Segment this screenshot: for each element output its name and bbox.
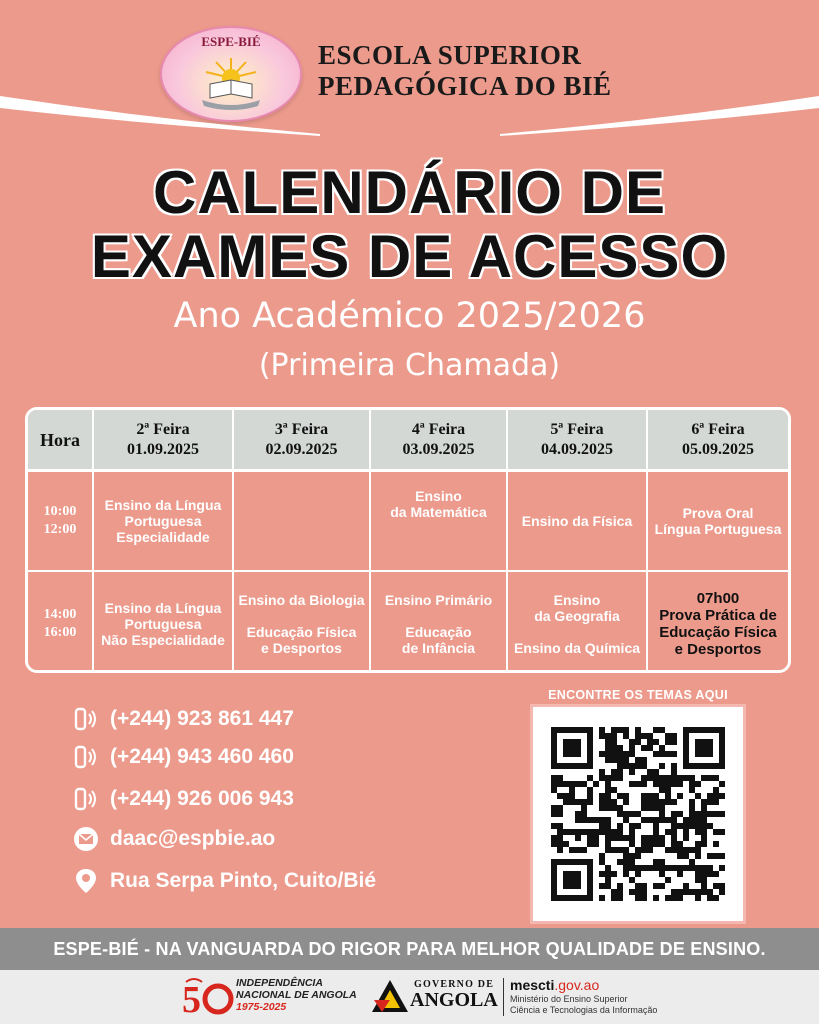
mescti-title (510, 977, 599, 993)
slogan-bar (0, 928, 819, 970)
phone-icon (72, 705, 100, 733)
mescti-name: mescti (510, 977, 555, 993)
morning-time (28, 472, 94, 572)
logo-text: ESPE-BIÉ (201, 34, 261, 49)
day-date: 02.09.2025 (265, 440, 338, 458)
mescti-sub2: Ciência e Tecnologias da Informação (510, 1005, 658, 1015)
independence-line1: INDEPENDÊNCIA (236, 977, 323, 989)
exam-schedule-table (25, 407, 791, 673)
header-day-fri (648, 410, 788, 472)
footer-divider (503, 978, 504, 1016)
afternoon-time (28, 572, 94, 673)
header-day-wed (371, 410, 508, 472)
day-name: 4ª Feira (411, 420, 466, 438)
exam-line: Ensino da Física (521, 513, 633, 529)
exam-line: Ensino (553, 592, 601, 608)
qr-label: ENCONTRE OS TEMAS AQUI (548, 688, 728, 702)
afternoon-tue-cell (234, 572, 371, 673)
exam-line: e Desportos (261, 640, 342, 656)
exam-line: Não Especialidade (101, 632, 225, 648)
morning-tue-cell (234, 472, 371, 572)
call-subtitle: (Primeira Chamada) (258, 348, 561, 383)
exam-line: Ensino Primário (384, 592, 493, 608)
header-swoosh (0, 90, 819, 140)
exam-line: Educação (405, 624, 472, 640)
afternoon-wed-cell (371, 572, 508, 673)
academic-year: Ano Académico 2025/2026 (173, 296, 646, 336)
gov-line2: ANGOLA (410, 989, 498, 1011)
contact-phone-3[interactable] (72, 784, 294, 814)
mail-icon (72, 825, 100, 853)
afternoon-thu-cell (508, 572, 648, 673)
exam-line: Educação Física (659, 624, 777, 641)
independence-years: 1975-2025 (236, 1001, 287, 1013)
exam-line: Ensino da Química (513, 640, 641, 656)
exam-line: Prova Prática de (659, 607, 777, 624)
contact-address (72, 866, 376, 896)
header-day-thu (508, 410, 648, 472)
school-name-line1: ESCOLA SUPERIOR (318, 40, 582, 70)
time-start: 14:00 (43, 607, 77, 622)
day-date: 01.09.2025 (127, 440, 199, 458)
header-day-tue (234, 410, 371, 472)
time-start: 10:00 (43, 504, 77, 519)
gov-line1: GOVERNO DE (414, 979, 495, 990)
day-date: 03.09.2025 (402, 440, 475, 458)
footer-logos (0, 970, 819, 1024)
exam-line: da Geografia (534, 608, 620, 624)
exam-line: Prova Oral (682, 505, 754, 521)
phone-number: (+244) 923 861 447 (110, 707, 294, 730)
exam-line: Ensino da Língua (104, 600, 222, 616)
address-text: Rua Serpa Pinto, Cuito/Bié (110, 869, 377, 892)
time-end: 16:00 (43, 625, 77, 640)
exam-line: Língua Portuguesa (654, 521, 782, 537)
exam-line: Ensino (415, 488, 462, 504)
mescti-subtitle (510, 994, 657, 1016)
exam-line: Ensino da Biologia (238, 592, 365, 608)
exam-line: e Desportos (674, 641, 762, 658)
exam-line: Ensino da Língua (104, 497, 222, 513)
exam-line: de Infância (401, 640, 476, 656)
header-day-mon (94, 410, 234, 472)
qr-code[interactable] (530, 704, 746, 924)
school-name-line2: PEDAGÓGICA DO BIÉ (318, 71, 612, 101)
title-line1: CALENDÁRIO DE (152, 159, 666, 226)
exam-line: Portuguesa (124, 616, 202, 632)
morning-fri-cell (648, 472, 788, 572)
exam-time: 07h00 (696, 590, 740, 607)
independence-text (236, 977, 357, 1013)
day-name: 3ª Feira (274, 420, 329, 438)
afternoon-mon-cell (94, 572, 234, 673)
contact-email[interactable] (72, 824, 275, 854)
slogan-text: ESPE-BIÉ - NA VANGUARDA DO RIGOR PARA MELHOR QUALIDADE DE ENSINO. (53, 938, 766, 959)
phone-icon (72, 785, 100, 813)
header-hour: Hora (28, 410, 94, 472)
day-date: 04.09.2025 (541, 440, 613, 458)
day-name: 5ª Feira (550, 420, 604, 438)
email-address: daac@espbie.ao (110, 827, 276, 850)
exam-line: Especialidade (116, 529, 210, 545)
contact-phone-1[interactable] (72, 704, 294, 734)
exam-line: Educação Física (246, 624, 357, 640)
morning-thu-cell (508, 472, 648, 572)
day-name: 6ª Feira (691, 420, 745, 438)
morning-wed-cell (371, 472, 508, 572)
qr-code-icon (533, 707, 743, 921)
title-line2: EXAMES DE ACESSO (90, 223, 729, 290)
day-date: 05.09.2025 (682, 440, 754, 458)
location-pin-icon (72, 867, 100, 895)
phone-number: (+244) 943 460 460 (110, 745, 294, 768)
time-end: 12:00 (43, 522, 77, 537)
independence-50-logo-icon (180, 976, 234, 1020)
day-name: 2ª Feira (136, 420, 190, 438)
svg-text:5: 5 (182, 979, 201, 1020)
phone-number: (+244) 926 006 943 (110, 787, 294, 810)
contact-phone-2[interactable] (72, 742, 294, 772)
mescti-sub1: Ministério do Ensino Superior (510, 994, 628, 1004)
phone-icon (72, 743, 100, 771)
independence-line2: NACIONAL DE ANGOLA (236, 989, 357, 1001)
exam-line: Portuguesa (124, 513, 202, 529)
angola-government-emblem-icon (370, 976, 410, 1016)
morning-mon-cell (94, 472, 234, 572)
afternoon-fri-cell (648, 572, 788, 673)
mescti-domain: .gov.ao (554, 977, 600, 993)
exam-line: da Matemática (390, 504, 487, 520)
